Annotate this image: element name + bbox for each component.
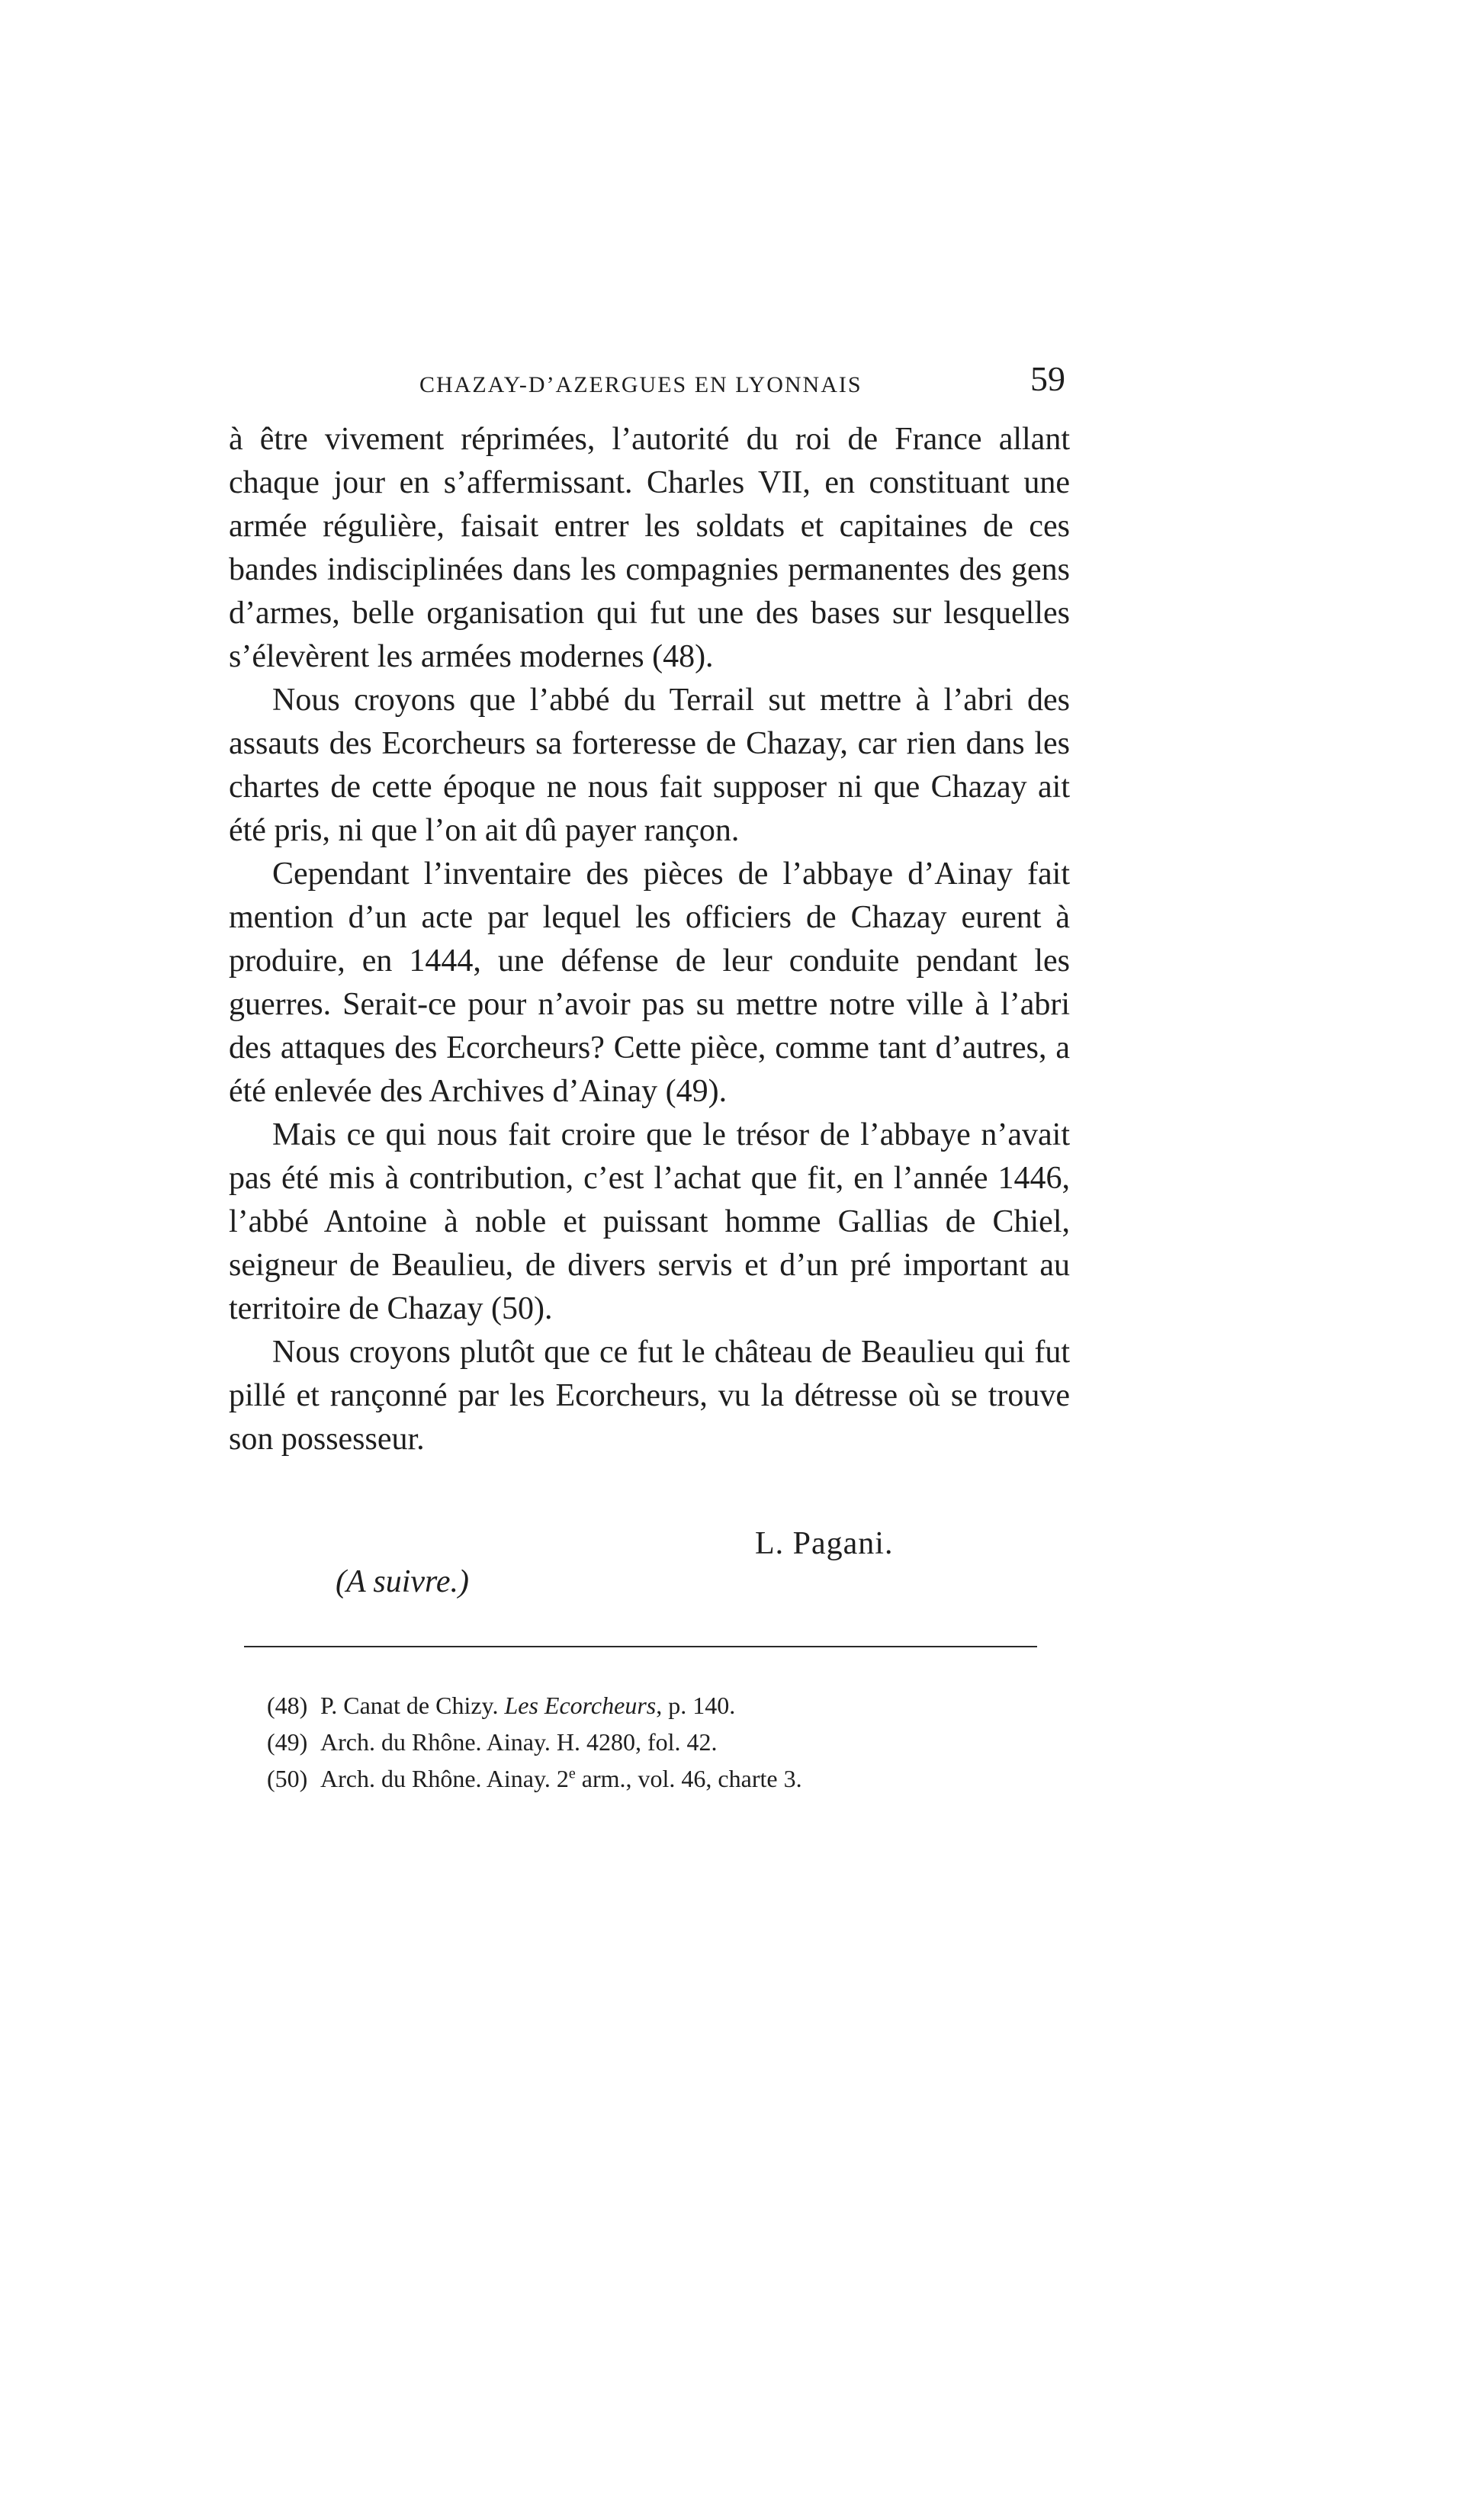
- footnote-title: Les Ecorcheurs: [504, 1692, 657, 1719]
- footnote-superscript: e: [568, 1765, 576, 1782]
- footnotes: [267, 1687, 802, 1797]
- body-text: [229, 418, 1070, 1461]
- paragraph-2: Nous croyons que l’abbé du Terrail sut mettre à l’abri des assauts des Ecorcheurs sa forteresse de Chazay, car rien dans les chartes de cette époque ne nous fait supposer ni que Chazay ait été pris, ni que l’on ait dû payer rançon.: [229, 683, 1070, 848]
- footnote-ref: (49): [267, 1728, 308, 1756]
- paragraph-3: Cependant l’inventaire des pièces de l’abbaye d’Ainay fait mention d’un acte par lequel les officiers de Chazay eurent à produire, en 1444, une défense de leur conduite pendant les guerres. Serait-ce pour n’avoir pas su mettre notre ville à l’abri des attaques des Ecorcheurs? Cette pièce, comme tant d’autres, a été enlevée des Archives d’Ainay (49).: [229, 856, 1070, 1109]
- footnote-ref: (48): [267, 1692, 308, 1719]
- author-signature: L. Pagani.: [755, 1526, 894, 1561]
- footnote-text: Arch. du Rhône. Ainay. 2: [320, 1765, 569, 1792]
- footnote: [267, 1760, 802, 1797]
- footnote-text-end: arm., vol. 46, charte 3.: [575, 1765, 802, 1792]
- footnote-ref: (50): [267, 1765, 308, 1792]
- page-number: 59: [1030, 359, 1065, 398]
- footnote-text-end: , p. 140.: [656, 1692, 736, 1719]
- to-be-continued: (A suivre.): [336, 1564, 469, 1599]
- paragraph-4: Mais ce qui nous fait croire que le trésor de l’abbaye n’avait pas été mis à contribution, c’est l’achat que fit, en l’année 1446, l’abbé Antoine à noble et puissant homme Gallias de Chiel, seigneur de Beaulieu, de divers servis et d’un pré important au territoire de Chazay (50).: [229, 1117, 1070, 1326]
- paragraph-1: à être vivement réprimées, l’autorité du roi de France allant chaque jour en s’affermissant. Charles VII, en constituant une armée régulière, faisait entrer les soldats et capitaines de ces bandes indisciplinées dans les compagnies permanentes des gens d’armes, belle organisation qui fut une des bases sur lesquelles s’élevèrent les armées modernes (48).: [229, 422, 1070, 674]
- footnote: [267, 1687, 802, 1724]
- footnote-text: P. Canat de Chizy.: [320, 1692, 505, 1719]
- paragraph-5: Nous croyons plutôt que ce fut le château de Beaulieu qui fut pillé et rançonné par les Ecorcheurs, vu la détresse où se trouve son possesseur.: [229, 1335, 1070, 1457]
- footnote-text: Arch. du Rhône. Ainay. H. 4280, fol. 42.: [320, 1728, 718, 1756]
- footnote-divider: [244, 1646, 1037, 1647]
- running-title: CHAZAY-D’AZERGUES EN LYONNAIS: [419, 372, 862, 397]
- footnote: [267, 1724, 802, 1760]
- page-header: [229, 358, 1068, 412]
